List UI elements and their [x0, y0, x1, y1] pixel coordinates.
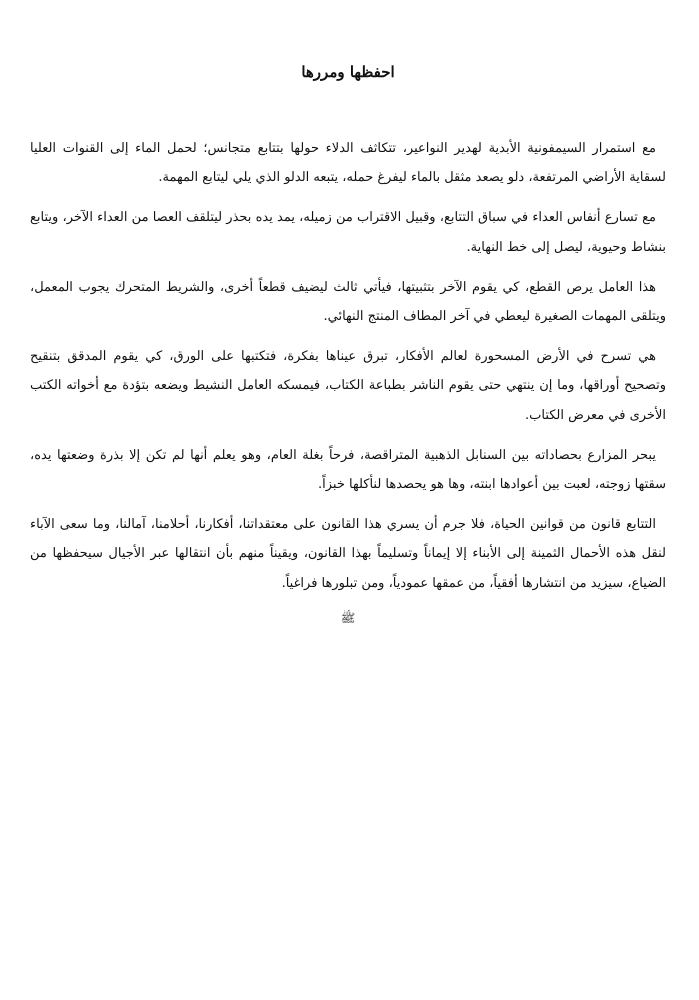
paragraph: هي تسرح في الأرض المسحورة لعالم الأفكار، تبرق عيناها بفكرة، فتكتبها على الورق، كي يقوم المدقق بتنقيح وتصحيح أوراقها، وما إن ينتهي حتى يقوم الناشر بطباعة الكتاب، فيمسكه العامل النشيط ويضعه بتؤدة مع أخواته الكتب الأخرى في معرض الكتاب.: [30, 349, 666, 423]
end-ornament: ﷺ: [340, 610, 356, 625]
page-title: احفظها ومررها: [301, 63, 395, 81]
paragraph: مع استمرار السيمفونية الأبدية لهدير النواعير، تتكاثف الدلاء حولها بتتابع متجانس؛ لحمل الماء إلى القنوات العليا لسقاية الأراضي المرتفعة، دلو يصعد مثقل بالماء ليفرغ حمله، يتبعه الدلو الذي يلي ليتابع المهمة.: [30, 141, 666, 186]
document-body: [30, 134, 666, 598]
paragraph: يبحر المزارع بحصاداته بين السنابل الذهبية المتراقصة، فرحاً بغلة العام، وهو يعلم أنها لم تكن إلا بذرة وضعتها يده، سقتها زوجته، لعبت بين أعوادها ابنته، وها هو يحصدها لنأكلها خبزاً.: [30, 447, 666, 493]
paragraph: هذا العامل يرص القطع، كي يقوم الآخر بتثبيتها، فيأتي ثالث ليضيف قطعاً أخرى، والشريط المتحرك يجوب المعمل، ويتلقى المهمات الصغيرة ليعطي في آخر المطاف المنتج النهائي.: [30, 279, 666, 325]
paragraph: مع تسارع أنفاس العداء في سباق التتابع، وقبيل الاقتراب من زميله، يمد يده بحذر ليتلقف العصا من العداء الآخر، ويتابع بنشاط وحيوية، ليصل إلى خط النهاية.: [30, 210, 666, 255]
paragraph: التتابع قانون من قوانين الحياة، فلا جرم أن يسري هذا القانون على معتقداتنا، أفكارنا، أحلامنا، آمالنا، وما سعى الآباء لنقل هذه الأحمال الثمينة إلى الأبناء إلا إيماناً وتسليماً بهذا القانون، ويقيناً منهم بأن انتقالها عبر الأجيال سيحفظها من الضياع، سيزيد من انتشارها أفقياً، من عمقها عمودياً، ومن تبلورها فراغياً.: [30, 517, 666, 591]
